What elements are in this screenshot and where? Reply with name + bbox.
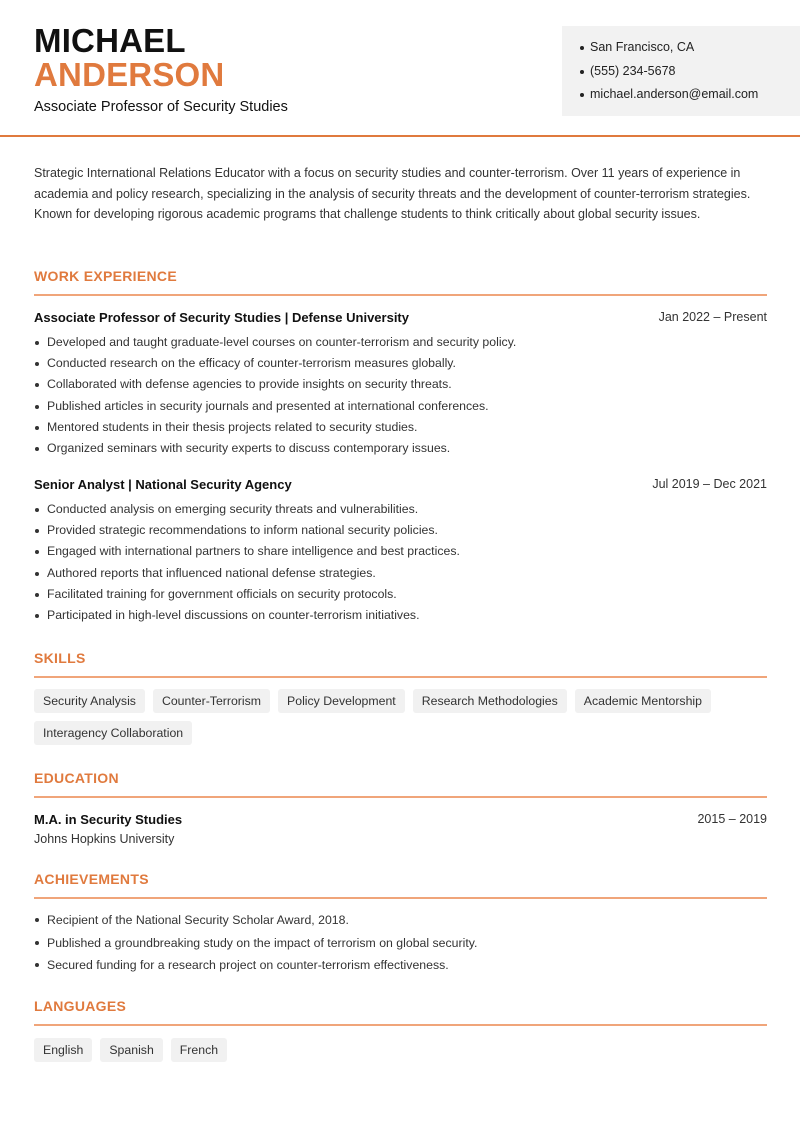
section-divider xyxy=(34,1024,767,1026)
list-item: Conducted analysis on emerging security threats and vulnerabilities. xyxy=(34,499,767,520)
skill-chip: Counter-Terrorism xyxy=(153,689,270,713)
languages-list xyxy=(34,1038,774,1062)
job-heading: Senior Analyst | National Security Agency xyxy=(34,477,292,492)
section-title-work: WORK EXPERIENCE xyxy=(34,268,177,284)
last-name: ANDERSON xyxy=(34,56,225,93)
language-chip: French xyxy=(171,1038,227,1062)
list-item: Developed and taught graduate-level courses on counter-terrorism and security policy. xyxy=(34,332,767,353)
first-name: MICHAEL xyxy=(34,22,186,59)
contact-location: San Francisco, CA xyxy=(580,36,800,60)
list-item: Engaged with international partners to share intelligence and best practices. xyxy=(34,541,767,562)
list-item: Published a groundbreaking study on the impact of terrorism on global security. xyxy=(34,932,767,955)
section-title-education: EDUCATION xyxy=(34,770,119,786)
section-title-languages: LANGUAGES xyxy=(34,998,127,1014)
education-dates: 2015 – 2019 xyxy=(697,812,767,826)
section-divider xyxy=(34,796,767,798)
achievement-bullets xyxy=(34,909,767,977)
language-chip: Spanish xyxy=(100,1038,162,1062)
list-item: Collaborated with defense agencies to provide insights on security threats. xyxy=(34,374,767,395)
job-dates: Jan 2022 – Present xyxy=(658,310,767,324)
list-item: Authored reports that influenced national defense strategies. xyxy=(34,563,767,584)
list-item: Recipient of the National Security Scholar Award, 2018. xyxy=(34,909,767,932)
job-bullets xyxy=(34,499,767,626)
list-item: Mentored students in their thesis projects related to security studies. xyxy=(34,417,767,438)
list-item: Published articles in security journals and presented at international conferences. xyxy=(34,396,767,417)
job-dates: Jul 2019 – Dec 2021 xyxy=(652,477,767,491)
contact-box xyxy=(562,26,800,116)
skills-list xyxy=(34,689,774,745)
list-item: Provided strategic recommendations to inform national security policies. xyxy=(34,520,767,541)
education-degree: M.A. in Security Studies xyxy=(34,812,183,827)
list-item: Secured funding for a research project on counter-terrorism effectiveness. xyxy=(34,954,767,977)
education-school: Johns Hopkins University xyxy=(34,832,175,846)
summary-paragraph: Strategic International Relations Educator with a focus on security studies and counter-terrorism. Over 11 years of experience in academia and policy research, specializing in the analysis of security threats and the development of counter-terrorism strategies. Known for developing rigorous academic programs that challenge students to think critically about global security issues. xyxy=(34,166,751,221)
headline: Associate Professor of Security Studies xyxy=(34,99,288,115)
contact-email[interactable]: michael.anderson@email.com xyxy=(580,83,800,107)
skill-chip: Security Analysis xyxy=(34,689,145,713)
list-item: Conducted research on the efficacy of counter-terrorism measures globally. xyxy=(34,353,767,374)
section-title-achievements: ACHIEVEMENTS xyxy=(34,871,149,887)
list-item: Organized seminars with security experts to discuss contemporary issues. xyxy=(34,438,767,459)
section-divider xyxy=(34,676,767,678)
resume-header xyxy=(0,0,800,137)
skill-chip: Policy Development xyxy=(278,689,405,713)
section-divider xyxy=(34,294,767,296)
section-divider xyxy=(34,897,767,899)
skill-chip: Academic Mentorship xyxy=(575,689,711,713)
job-heading: Associate Professor of Security Studies | Defense University xyxy=(34,310,409,325)
job-bullets xyxy=(34,332,767,459)
section-title-skills: SKILLS xyxy=(34,650,86,666)
contact-phone: (555) 234-5678 xyxy=(580,60,800,84)
list-item: Participated in high-level discussions on counter-terrorism initiatives. xyxy=(34,605,767,626)
language-chip: English xyxy=(34,1038,92,1062)
skill-chip: Research Methodologies xyxy=(413,689,567,713)
list-item: Facilitated training for government officials on security protocols. xyxy=(34,584,767,605)
skill-chip: Interagency Collaboration xyxy=(34,721,192,745)
